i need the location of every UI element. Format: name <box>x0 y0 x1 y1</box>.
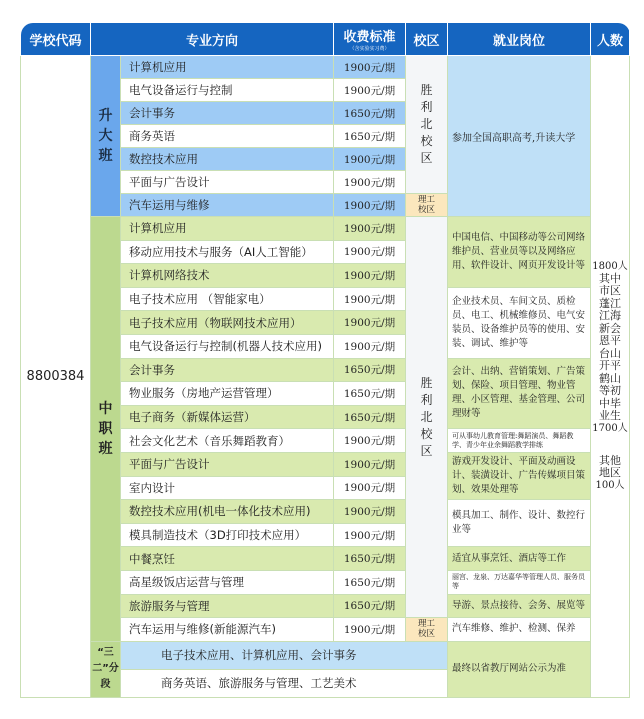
fee-value: 1900元/期 <box>334 500 406 524</box>
fee-value: 1650元/期 <box>334 594 406 618</box>
major-name: 计算机应用 <box>121 217 334 241</box>
major-name: 计算机网络技术 <box>121 264 334 288</box>
fee-value: 1650元/期 <box>334 102 406 125</box>
header-fee-sub: （含实验实习费） <box>349 46 390 52</box>
major-name: 商务英语 <box>121 125 334 148</box>
major-name: 社会文化艺术（音乐舞蹈教育） <box>121 429 334 453</box>
three-two-majors: 电子技术应用、计算机应用、会计事务 <box>121 641 448 669</box>
campus-label: 胜利北校区 <box>420 83 433 165</box>
major-name: 数控技术应用(机电一体化技术应用) <box>121 500 334 524</box>
campus-cell <box>406 618 448 642</box>
jobs-cell: 最终以省教厅网站公示为准 <box>448 641 591 697</box>
header-major: 专业方向 <box>91 23 334 56</box>
count-local: 1700人 <box>592 422 628 434</box>
level-middle-label: 中职班 <box>98 400 113 457</box>
major-name: 汽车运用与维修(新能源汽车) <box>121 618 334 642</box>
fee-value: 1650元/期 <box>334 358 406 382</box>
major-name: 计算机应用 <box>121 56 334 79</box>
campus-cell <box>406 217 448 618</box>
fee-value: 1900元/期 <box>334 452 406 476</box>
major-name: 会计事务 <box>121 102 334 125</box>
fee-value: 1900元/期 <box>334 171 406 194</box>
fee-value: 1900元/期 <box>334 523 406 547</box>
school-code: 8800384 <box>21 56 91 698</box>
count-other: 100人 <box>595 479 625 491</box>
fee-value: 1900元/期 <box>334 264 406 288</box>
fee-value: 1900元/期 <box>334 217 406 241</box>
fee-value: 1900元/期 <box>334 476 406 500</box>
jobs-cell: 参加全国高职高考,升读大学 <box>448 56 591 217</box>
fee-value: 1900元/期 <box>334 194 406 217</box>
level-three-two <box>91 641 121 697</box>
count-detail: 其中市区蓬江江海新会恩平台山开平鹤山等初中毕业生 <box>599 271 622 423</box>
major-name: 平面与广告设计 <box>121 171 334 194</box>
fee-value: 1900元/期 <box>334 311 406 335</box>
level-upper <box>91 56 121 217</box>
fee-value: 1650元/期 <box>334 570 406 594</box>
count-total: 1800人 <box>592 260 628 272</box>
fee-value: 1900元/期 <box>334 287 406 311</box>
header-campus: 校区 <box>406 23 448 56</box>
major-name: 高星级饭店运营与管理 <box>121 570 334 594</box>
table-row <box>21 56 630 79</box>
campus-cell <box>406 56 448 194</box>
level-upper-label: 升大班 <box>98 108 113 164</box>
header-code: 学校代码 <box>21 23 91 56</box>
major-name: 中餐烹饪 <box>121 547 334 571</box>
jobs-cell: 企业技术员、车间文员、质检员、电工、机械维修员、电气安装员、设备维护员等的使用、安装、调试、维护等 <box>448 287 591 358</box>
jobs-cell: 游戏开发设计、平面及动画设计、装潢设计、广告传媒项目策划、效果处理等 <box>448 452 591 499</box>
major-name: 电气设备运行与控制(机器人技术应用) <box>121 334 334 358</box>
three-two-majors: 商务英语、旅游服务与管理、工艺美术 <box>121 669 448 697</box>
major-name: 电子商务（新媒体运营） <box>121 405 334 429</box>
campus-label: 胜利北校区 <box>420 375 433 458</box>
fee-value: 1650元/期 <box>334 547 406 571</box>
header-fee-label: 收费标准 <box>343 30 396 45</box>
major-name: 室内设计 <box>121 476 334 500</box>
fee-value: 1900元/期 <box>334 148 406 171</box>
fee-value: 1900元/期 <box>334 429 406 453</box>
fee-value: 1900元/期 <box>334 79 406 102</box>
jobs-cell: 会计、出纳、营销策划、广告策划、保险、项目管理、物业管理、小区管理、基金管理、公司理财等 <box>448 358 591 429</box>
major-name: 模具制造技术（3D打印技术应用） <box>121 523 334 547</box>
header-count: 人数 <box>591 23 630 56</box>
jobs-cell: 汽车维修、维护、检测、保养 <box>448 618 591 642</box>
fee-value: 1900元/期 <box>334 56 406 79</box>
fee-value: 1650元/期 <box>334 382 406 406</box>
major-name: 旅游服务与管理 <box>121 594 334 618</box>
level-middle <box>91 217 121 642</box>
major-name: 电气设备运行与控制 <box>121 79 334 102</box>
header-jobs: 就业岗位 <box>448 23 591 56</box>
jobs-cell: 模具加工、制作、设计、数控行业等 <box>448 500 591 547</box>
major-name: 物业服务（房地产运营管理） <box>121 382 334 406</box>
jobs-cell: 中国电信、中国移动等公司网络维护员、营业员等以及网络应用、软件设计、网页开发设计等 <box>448 217 591 288</box>
campus-cell <box>406 194 448 217</box>
major-name: 数控技术应用 <box>121 148 334 171</box>
campus-label: 理工校区 <box>418 619 436 640</box>
fee-value: 1650元/期 <box>334 125 406 148</box>
count-cell <box>591 56 630 698</box>
jobs-cell: 丽宫、龙泉、万达嘉华等管理人员、服务员等 <box>448 570 591 594</box>
enrollment-table-container <box>20 22 629 698</box>
major-name: 会计事务 <box>121 358 334 382</box>
fee-value: 1900元/期 <box>334 334 406 358</box>
fee-value: 1900元/期 <box>334 240 406 264</box>
header-row <box>21 23 630 56</box>
jobs-cell: 适宜从事烹饪、酒店等工作 <box>448 547 591 571</box>
major-name: 平面与广告设计 <box>121 452 334 476</box>
jobs-cell: 导游、景点接待、会务、展览等 <box>448 594 591 618</box>
major-name: 汽车运用与维修 <box>121 194 334 217</box>
major-name: 移动应用技术与服务（AI人工智能） <box>121 240 334 264</box>
table-row <box>21 217 630 241</box>
level-three-two-label: “三二”分段 <box>92 647 119 691</box>
jobs-cell: 可从事幼儿教育管理:舞蹈演员、舞蹈教学、青少年业余舞蹈教学排练 <box>448 429 591 453</box>
count-other-label: 其他地区 <box>599 453 622 480</box>
major-name: 电子技术应用（物联网技术应用） <box>121 311 334 335</box>
table-row <box>21 641 630 669</box>
header-fee <box>334 23 406 56</box>
fee-value: 1900元/期 <box>334 618 406 642</box>
fee-value: 1650元/期 <box>334 405 406 429</box>
major-name: 电子技术应用 （智能家电） <box>121 287 334 311</box>
campus-label: 理工校区 <box>418 195 436 215</box>
enrollment-table <box>20 22 630 698</box>
